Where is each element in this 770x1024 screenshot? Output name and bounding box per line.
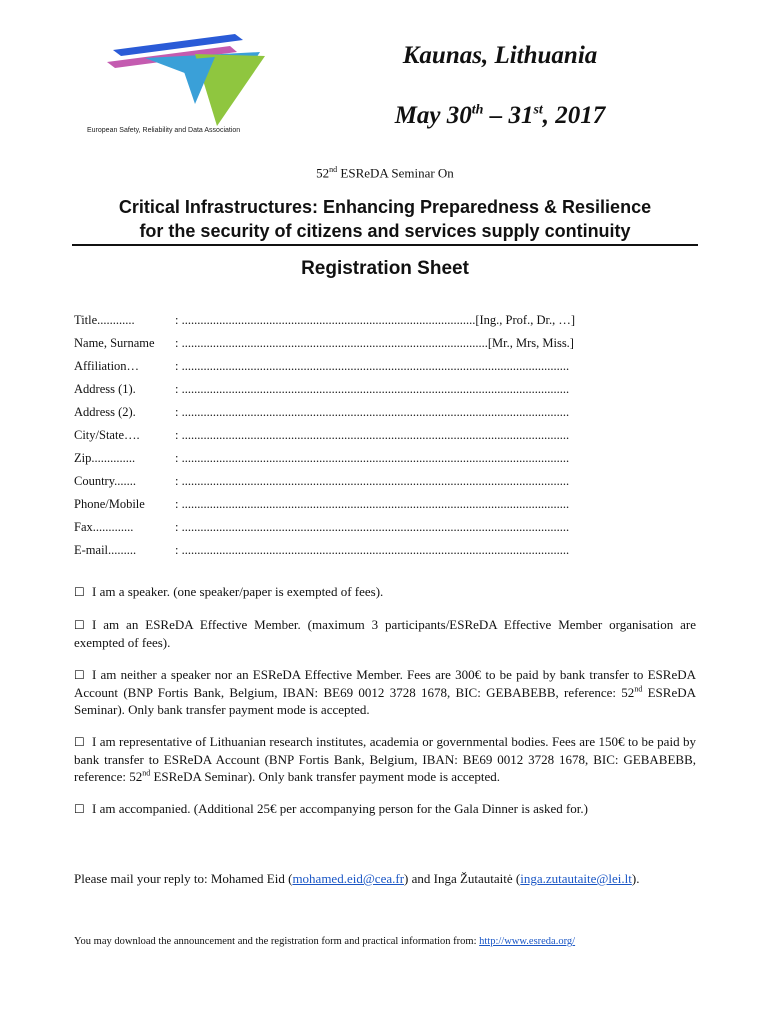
esreda-website-link[interactable]: http://www.esreda.org/ <box>479 936 576 947</box>
contact-paragraph: Please mail your reply to: Mohamed Eid (mohamed.eid@cea.fr) and Inga Žutautaitė (inga.zutautaite@lei.lt). <box>74 871 640 886</box>
event-dates: May 30th – 31st, 2017 <box>394 102 606 129</box>
seminar-title-line1: Critical Infrastructures: Enhancing Preparedness & Resilience <box>118 197 652 217</box>
field-address-1[interactable]: Address (1). : ............................................................................................................................ <box>74 382 570 396</box>
field-city-state[interactable]: City/State…. : ............................................................................................................................ <box>74 428 570 442</box>
seminar-line: 52nd ESReDA Seminar On <box>316 165 454 181</box>
field-address-2[interactable]: Address (2). : ............................................................................................................................ <box>74 405 570 419</box>
checkbox-neither[interactable]: ☐ <box>74 668 85 682</box>
email-link-mohamed[interactable]: mohamed.eid@cea.fr <box>292 871 405 886</box>
option-lithuanian-representative: ☐ I am representative of Lithuanian research institutes, academia or governmental bodies. Fees are 150€ to be paid by bank transfer to ESReDA Account (BNP Fortis Bank, Belgium, IBAN: BE69 0012 3728 1678, BIC: GEBABEBB, reference: 52nd ESReDA Seminar). Only bank transfer payment mode is accepted. <box>74 734 696 784</box>
logo-caption: European Safety, Reliability and Data Association <box>87 127 241 134</box>
registration-options <box>74 583 696 818</box>
checkbox-speaker[interactable]: ☐ <box>74 585 85 599</box>
field-country[interactable]: Country....... : ............................................................................................................................ <box>74 474 570 488</box>
event-location: Kaunas, Lithuania <box>402 42 598 69</box>
checkbox-effective-member[interactable]: ☐ <box>74 618 85 632</box>
registration-form <box>74 313 674 566</box>
esreda-logo <box>85 32 270 140</box>
field-zip[interactable]: Zip.............. : ............................................................................................................................ <box>74 451 570 465</box>
option-accompanied: ☐ I am accompanied. (Additional 25€ per accompanying person for the Gala Dinner is asked for.) <box>74 801 588 816</box>
field-email[interactable]: E-mail......... : ............................................................................................................................ <box>74 543 570 557</box>
field-fax[interactable]: Fax............. : ............................................................................................................................ <box>74 520 570 534</box>
field-title[interactable]: Title............ : ..............................................................................................[Ing., Prof., Dr., …] <box>74 313 575 327</box>
seminar-title <box>72 195 698 246</box>
field-phone-mobile[interactable]: Phone/Mobile : ............................................................................................................................ <box>74 497 570 511</box>
option-effective-member: ☐ I am an ESReDA Effective Member. (maximum 3 participants/ESReDA Effective Member organisation are exempted of fees). <box>74 617 696 650</box>
field-affiliation[interactable]: Affiliation… : ............................................................................................................................ <box>74 359 570 373</box>
option-speaker: ☐ I am a speaker. (one speaker/paper is exempted of fees). <box>74 584 384 599</box>
option-neither: ☐ I am neither a speaker nor an ESReDA Effective Member. Fees are 300€ to be paid by bank transfer to ESReDA Account (BNP Fortis Bank, Belgium, IBAN: BE69 0012 3728 1678, BIC: GEBABEBB, reference: 52nd ESReDA Seminar). Only bank transfer payment mode is accepted. <box>74 667 697 717</box>
footer-note: You may download the announcement and the registration form and practical information from: http://www.esreda.org/ <box>74 936 576 947</box>
email-link-inga[interactable]: inga.zutautaite@lei.lt <box>520 871 632 886</box>
checkbox-lithuanian-representative[interactable]: ☐ <box>74 735 85 749</box>
logo-stripes-icon <box>85 32 270 127</box>
seminar-title-line2: for the security of citizens and services supply continuity <box>139 221 631 241</box>
checkbox-accompanied[interactable]: ☐ <box>74 802 85 816</box>
registration-sheet-heading: Registration Sheet <box>301 258 469 279</box>
field-name-surname[interactable]: Name, Surname : ..................................................................................................[Mr., Mrs, Miss.] <box>74 336 574 350</box>
